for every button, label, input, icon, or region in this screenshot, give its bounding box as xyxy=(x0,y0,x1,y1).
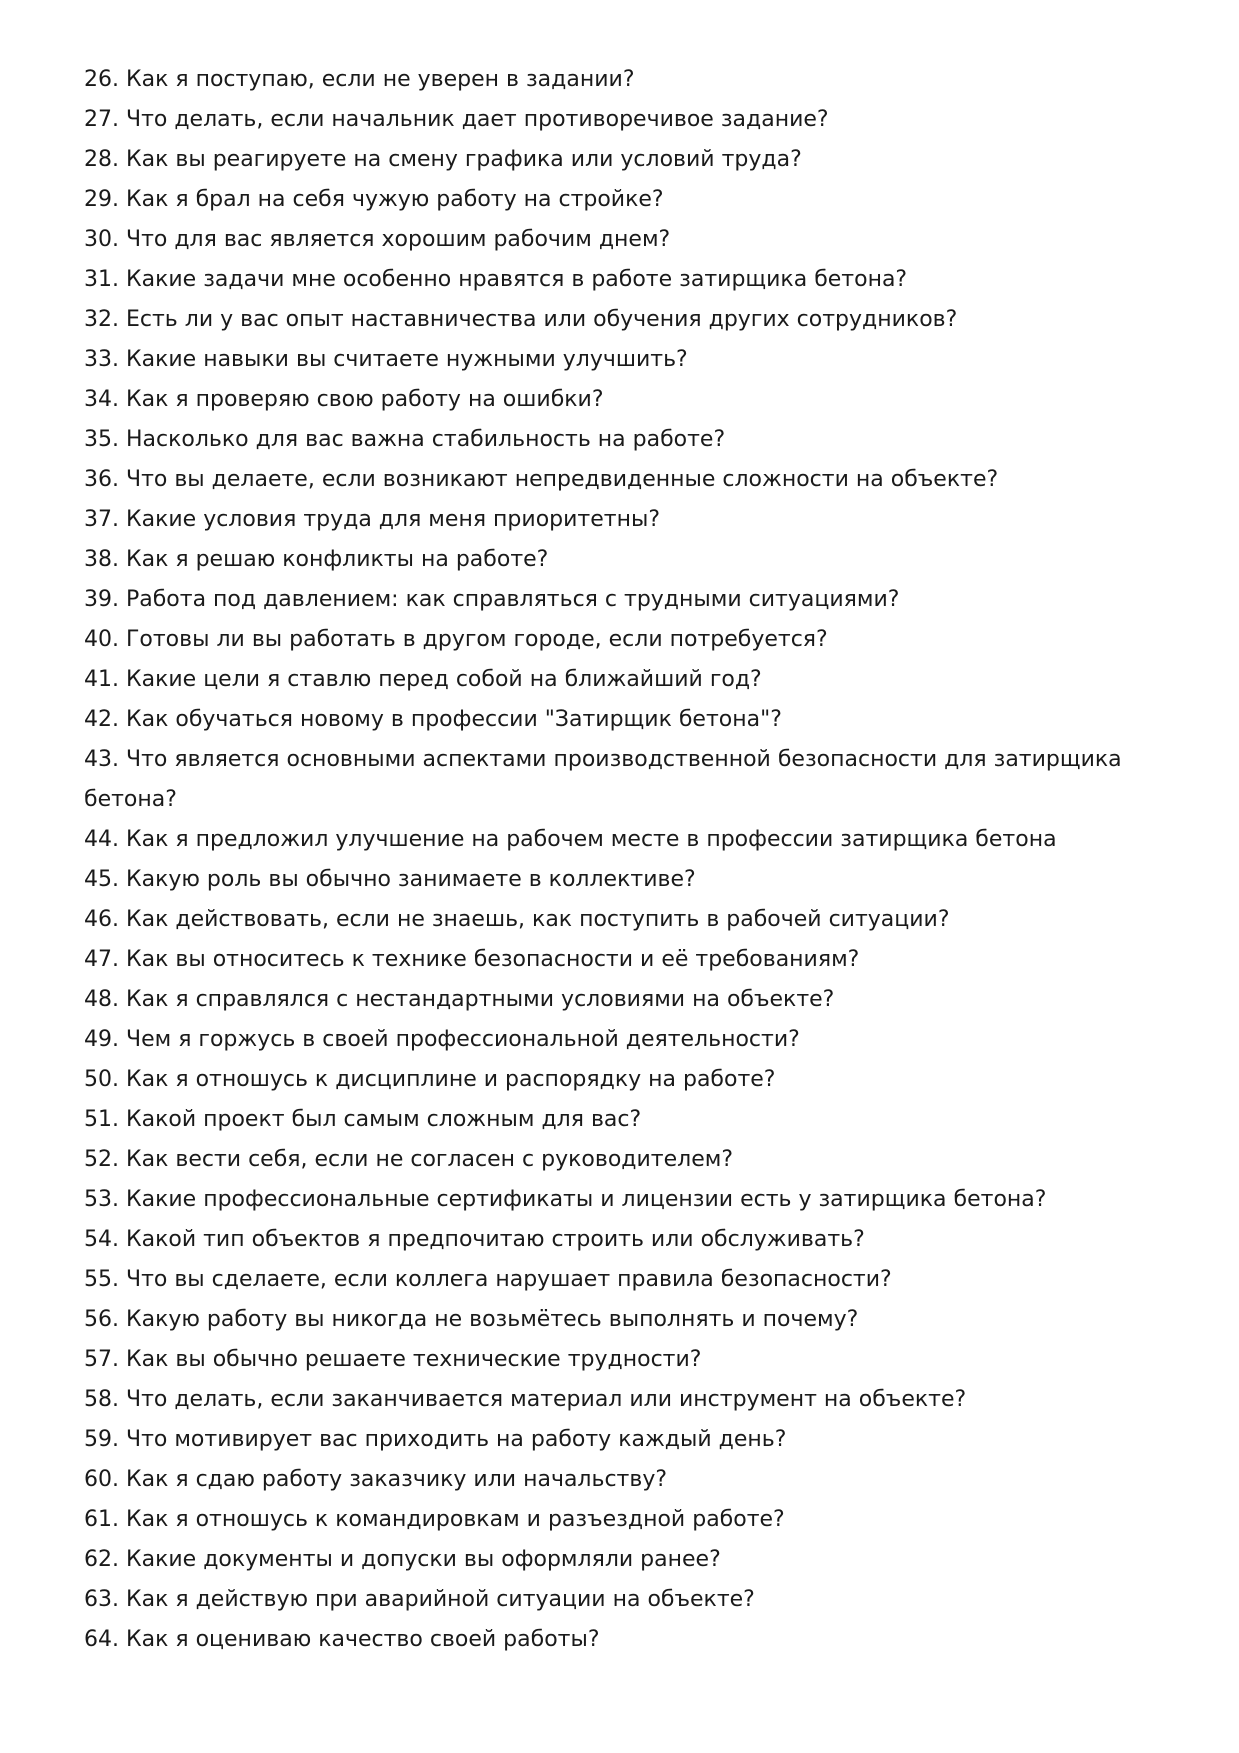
list-item: 63. Как я действую при аварийной ситуации на объекте? xyxy=(84,1587,755,1612)
list-item: 53. Какие профессиональные сертификаты и лицензии есть у затирщика бетона? xyxy=(84,1187,1047,1212)
list-item: 58. Что делать, если заканчивается материал или инструмент на объекте? xyxy=(84,1387,967,1412)
list-item: 34. Как я проверяю свою работу на ошибки? xyxy=(84,387,604,412)
list-item: 31. Какие задачи мне особенно нравятся в работе затирщика бетона? xyxy=(84,267,908,292)
list-item: 56. Какую работу вы никогда не возьмётесь выполнять и почему? xyxy=(84,1307,859,1332)
list-item: 51. Какой проект был самым сложным для вас? xyxy=(84,1107,642,1132)
list-item: 60. Как я сдаю работу заказчику или начальству? xyxy=(84,1467,668,1492)
list-item: 33. Какие навыки вы считаете нужными улучшить? xyxy=(84,347,688,372)
list-item: 62. Какие документы и допуски вы оформляли ранее? xyxy=(84,1547,721,1572)
list-item: 57. Как вы обычно решаете технические трудности? xyxy=(84,1347,702,1372)
list-item: 39. Работа под давлением: как справляться с трудными ситуациями? xyxy=(84,587,900,612)
list-item: 61. Как я отношусь к командировкам и разъездной работе? xyxy=(84,1507,785,1532)
list-item: 35. Насколько для вас важна стабильность на работе? xyxy=(84,427,726,452)
list-item: 29. Как я брал на себя чужую работу на стройке? xyxy=(84,187,664,212)
list-item: 47. Как вы относитесь к технике безопасности и её требованиям? xyxy=(84,947,860,972)
list-item: 26. Как я поступаю, если не уверен в задании? xyxy=(84,67,635,92)
list-item: 55. Что вы сделаете, если коллега нарушает правила безопасности? xyxy=(84,1267,892,1292)
list-item: 36. Что вы делаете, если возникают непредвиденные сложности на объекте? xyxy=(84,467,999,492)
list-item: 37. Какие условия труда для меня приоритетны? xyxy=(84,507,661,532)
list-item: 52. Как вести себя, если не согласен с руководителем? xyxy=(84,1147,734,1172)
list-item: 40. Готовы ли вы работать в другом городе, если потребуется? xyxy=(84,627,828,652)
question-list xyxy=(84,60,1164,1660)
list-item: 43. Что является основными аспектами производственной безопасности для затирщика бетона? xyxy=(84,747,1122,812)
list-item: 49. Чем я горжусь в своей профессиональной деятельности? xyxy=(84,1027,800,1052)
list-item: 54. Какой тип объектов я предпочитаю строить или обслуживать? xyxy=(84,1227,865,1252)
list-item: 46. Как действовать, если не знаешь, как поступить в рабочей ситуации? xyxy=(84,907,950,932)
list-item: 48. Как я справлялся с нестандартными условиями на объекте? xyxy=(84,987,835,1012)
list-item: 41. Какие цели я ставлю перед собой на ближайший год? xyxy=(84,667,762,692)
list-item: 50. Как я отношусь к дисциплине и распорядку на работе? xyxy=(84,1067,776,1092)
list-item: 64. Как я оцениваю качество своей работы? xyxy=(84,1627,600,1652)
list-item: 42. Как обучаться новому в профессии "Затирщик бетона"? xyxy=(84,707,782,732)
list-item: 27. Что делать, если начальник дает противоречивое задание? xyxy=(84,107,829,132)
list-item: 28. Как вы реагируете на смену графика или условий труда? xyxy=(84,147,802,172)
list-item: 38. Как я решаю конфликты на работе? xyxy=(84,547,549,572)
list-item: 45. Какую роль вы обычно занимаете в коллективе? xyxy=(84,867,696,892)
list-item: 30. Что для вас является хорошим рабочим днем? xyxy=(84,227,671,252)
list-item: 59. Что мотивирует вас приходить на работу каждый день? xyxy=(84,1427,787,1452)
list-item: 44. Как я предложил улучшение на рабочем месте в профессии затирщика бетона xyxy=(84,827,1057,852)
list-item: 32. Есть ли у вас опыт наставничества или обучения других сотрудников? xyxy=(84,307,958,332)
